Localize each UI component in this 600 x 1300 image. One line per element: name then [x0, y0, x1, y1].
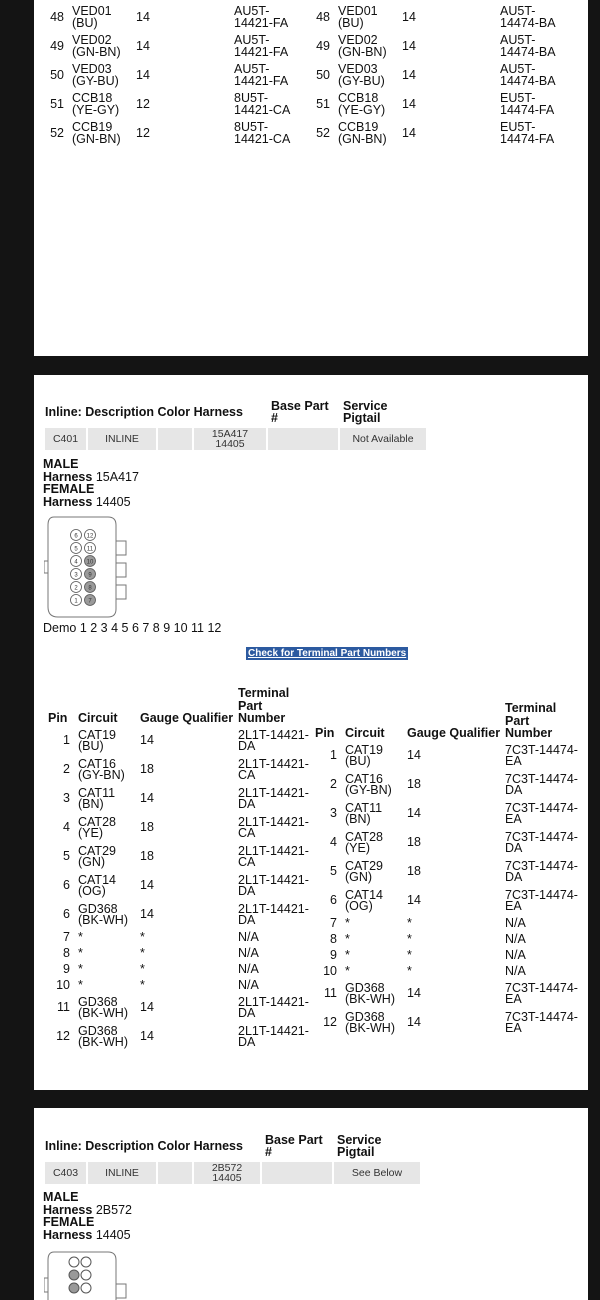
- circuit-name: *: [78, 945, 83, 960]
- terminal-part-number: 2L1T-14421- DA: [238, 872, 309, 898]
- terminal-part-number: 2L1T-14421- DA: [238, 1023, 309, 1049]
- pin-hole: [69, 1270, 79, 1280]
- wire-gauge: 14: [407, 748, 421, 763]
- wire-gauge: 14: [407, 986, 421, 1001]
- table-row: [48, 727, 318, 756]
- wire-gauge: 14: [136, 38, 150, 53]
- connector-panel-c401: [34, 375, 588, 1090]
- check-terminal-part-numbers-button[interactable]: Check for Terminal Part Numbers: [248, 648, 407, 659]
- connector-face-diagram: [44, 1248, 130, 1300]
- wire-gauge: 14: [402, 125, 416, 140]
- circuit-name: CAT29 (GN): [78, 843, 116, 869]
- terminal-part-number: 2L1T-14421- CA: [238, 756, 309, 782]
- wire-gauge: 12: [136, 125, 150, 140]
- pin-hole: [81, 1270, 91, 1280]
- terminal-part-number: N/A: [505, 947, 526, 962]
- pin-number: 12: [323, 1015, 337, 1030]
- circuit-name: CCB18 (YE-GY): [338, 91, 386, 117]
- pin-label: 2: [74, 585, 78, 592]
- pinout-panel-top: [34, 0, 588, 356]
- pin-number: 10: [56, 977, 70, 992]
- table-row: [306, 61, 580, 90]
- table-row: [306, 90, 580, 119]
- wire-gauge: 12: [136, 96, 150, 111]
- circuit-name: CAT28 (YE): [345, 829, 383, 855]
- male-harness-value: 15A417: [95, 469, 139, 484]
- circuit-name: CAT11 (BN): [345, 800, 383, 826]
- wire-gauge: 18: [407, 864, 421, 879]
- wire-gauge: 14: [407, 1015, 421, 1030]
- pin-label: 4: [74, 559, 78, 566]
- pin-table-left: [40, 3, 314, 148]
- pin-label: 10: [86, 559, 94, 566]
- circuit-name: *: [78, 961, 83, 976]
- table-row: [48, 946, 318, 962]
- cell-service-pigtail: See Below: [334, 1162, 420, 1184]
- terminal-part-number: 2L1T-14421- DA: [238, 785, 309, 811]
- cell-connector: C403: [45, 1162, 86, 1184]
- pin-number: 2: [330, 777, 337, 792]
- terminal-part-number: EU5T- 14474-FA: [500, 91, 555, 117]
- pin-label: 8: [88, 585, 92, 592]
- wire-gauge: 18: [140, 820, 154, 835]
- pin-number: 5: [330, 864, 337, 879]
- cell-base-part: [268, 428, 338, 450]
- circuit-name: VED01 (BU): [72, 4, 112, 30]
- pin-hole: [81, 1257, 91, 1267]
- pin-number: 49: [50, 38, 64, 53]
- table-row: [48, 901, 318, 930]
- circuit-name: GD368 (BK-WH): [345, 1009, 395, 1035]
- header-base-part: Base Part #: [265, 1133, 323, 1159]
- pin-label: 1: [74, 598, 78, 605]
- terminal-part-number: 7C3T-14474- EA: [505, 800, 578, 826]
- terminal-part-number: 7C3T-14474- EA: [505, 1009, 578, 1035]
- pin-number: 6: [63, 878, 70, 893]
- table-row: [315, 916, 585, 932]
- pin-table-left-c401: [48, 687, 318, 1052]
- cell-color: [158, 1162, 192, 1184]
- pin-number: 48: [50, 9, 64, 24]
- header-service-pigtail: Service Pigtail: [343, 399, 388, 425]
- terminal-part-number: 2L1T-14421- DA: [238, 901, 309, 927]
- pin-hole: [81, 1283, 91, 1293]
- demo-pin-list: Demo 1 2 3 4 5 6 7 8 9 10 11 12: [43, 621, 222, 635]
- circuit-name: VED03 (GY-BU): [72, 62, 119, 88]
- wire-gauge: 14: [407, 806, 421, 821]
- pin-label: 12: [86, 533, 94, 540]
- table-row: [315, 829, 585, 858]
- table-row: [48, 962, 318, 978]
- table-row: [315, 887, 585, 916]
- cell-description: INLINE: [88, 428, 156, 450]
- table-row: [48, 872, 318, 901]
- terminal-part-number: 2L1T-14421- CA: [238, 843, 309, 869]
- terminal-part-number: N/A: [505, 915, 526, 930]
- wire-gauge: *: [407, 931, 412, 946]
- table-row: [315, 858, 585, 887]
- wire-gauge: 14: [140, 878, 154, 893]
- circuit-name: GD368 (BK-WH): [78, 901, 128, 927]
- circuit-name: CAT28 (YE): [78, 814, 116, 840]
- table-row: [315, 948, 585, 964]
- table-row: [40, 32, 314, 61]
- circuit-name: GD368 (BK-WH): [345, 980, 395, 1006]
- table-row: [48, 978, 318, 994]
- table-row: [48, 756, 318, 785]
- table-row: [306, 32, 580, 61]
- pin-label: 7: [88, 598, 92, 605]
- pin-table-right: [306, 3, 580, 148]
- circuit-name: *: [345, 963, 350, 978]
- circuit-name: VED01 (BU): [338, 4, 378, 30]
- wire-gauge: 14: [140, 733, 154, 748]
- wire-gauge: *: [407, 915, 412, 930]
- circuit-name: CAT16 (GY-BN): [345, 771, 392, 797]
- male-label: MALE: [43, 1190, 79, 1204]
- table-row: [315, 742, 585, 771]
- wire-gauge: *: [140, 961, 145, 976]
- connector-panel-c403: [34, 1108, 588, 1300]
- wire-gauge: 14: [140, 907, 154, 922]
- pin-label: 11: [86, 546, 94, 553]
- circuit-column-header: Circuit: [78, 711, 118, 725]
- wire-gauge: 14: [402, 96, 416, 111]
- pin-hole: [69, 1257, 79, 1267]
- terminal-part-number: 8U5T- 14421-CA: [234, 120, 291, 146]
- circuit-name: CCB19 (GN-BN): [338, 120, 387, 146]
- wire-gauge: 14: [402, 9, 416, 24]
- male-harness-label: Harness: [43, 1202, 93, 1217]
- circuit-name: CAT19 (BU): [345, 742, 383, 768]
- circuit-column-header: Circuit: [345, 726, 385, 740]
- connector-info-row: [45, 428, 428, 450]
- pin-hole: [69, 1283, 79, 1293]
- wire-gauge: *: [407, 947, 412, 962]
- terminal-part-number: 7C3T-14474- DA: [505, 858, 578, 884]
- wire-gauge: 14: [407, 893, 421, 908]
- female-harness-label: Harness: [43, 494, 93, 509]
- terminal-part-number: 7C3T-14474- EA: [505, 742, 578, 768]
- pin-number: 5: [63, 849, 70, 864]
- cell-service-pigtail: Not Available: [340, 428, 426, 450]
- pin-number: 10: [323, 963, 337, 978]
- table-row: [48, 1023, 318, 1052]
- pin-number: 50: [50, 67, 64, 82]
- female-label: FEMALE: [43, 482, 95, 496]
- circuit-name: CAT19 (BU): [78, 727, 116, 753]
- table-row: [315, 800, 585, 829]
- male-female-info: [43, 458, 139, 508]
- female-harness-label: Harness: [43, 1227, 93, 1242]
- male-harness-label: Harness: [43, 469, 93, 484]
- terminal-part-number: 8U5T- 14421-CA: [234, 91, 291, 117]
- terminal-part-number: 7C3T-14474- EA: [505, 980, 578, 1006]
- female-harness-value: 14405: [95, 1227, 131, 1242]
- wire-gauge: 18: [140, 762, 154, 777]
- wire-gauge: 14: [402, 67, 416, 82]
- table-row: [40, 3, 314, 32]
- pin-column-header: Pin: [315, 726, 335, 740]
- table-row: [48, 785, 318, 814]
- header-base-part: Base Part #: [271, 399, 329, 425]
- pin-number: 49: [316, 38, 330, 53]
- terminal-part-number: AU5T- 14474-BA: [500, 4, 556, 30]
- terminal-column-header: Terminal Part Number: [238, 686, 290, 725]
- pin-number: 12: [56, 1029, 70, 1044]
- circuit-name: VED02 (GN-BN): [338, 33, 387, 59]
- circuit-name: CAT11 (BN): [78, 785, 116, 811]
- terminal-part-number: AU5T- 14474-BA: [500, 62, 556, 88]
- pin-number: 7: [330, 915, 337, 930]
- wire-gauge: 14: [136, 9, 150, 24]
- table-row: [40, 119, 314, 148]
- table-row: [40, 61, 314, 90]
- gauge-column-header: Gauge Qualifier: [140, 711, 234, 725]
- pin-table-right-c401: [315, 702, 585, 1038]
- table-row: [315, 1009, 585, 1038]
- female-label: FEMALE: [43, 1215, 95, 1229]
- table-row: [315, 771, 585, 800]
- cell-description: INLINE: [88, 1162, 156, 1184]
- terminal-part-number: AU5T- 14421-FA: [234, 4, 289, 30]
- terminal-part-number: 2L1T-14421- DA: [238, 994, 309, 1020]
- circuit-name: CCB19 (GN-BN): [72, 120, 121, 146]
- circuit-name: GD368 (BK-WH): [78, 1023, 128, 1049]
- pin-number: 11: [57, 1000, 70, 1015]
- circuit-name: *: [345, 947, 350, 962]
- wire-gauge: 18: [407, 777, 421, 792]
- circuit-name: *: [345, 915, 350, 930]
- pin-number: 50: [316, 67, 330, 82]
- pin-number: 2: [63, 762, 70, 777]
- table-row: [315, 932, 585, 948]
- cell-connector: C401: [45, 428, 86, 450]
- terminal-part-number: 7C3T-14474- EA: [505, 887, 578, 913]
- cell-harness: 2B572 14405: [194, 1162, 260, 1184]
- terminal-part-number: N/A: [238, 961, 259, 976]
- pin-number: 4: [63, 820, 70, 835]
- terminal-part-number: 2L1T-14421- DA: [238, 727, 309, 753]
- table-row: [48, 930, 318, 946]
- table-row: [48, 994, 318, 1023]
- terminal-part-number: EU5T- 14474-FA: [500, 120, 555, 146]
- terminal-part-number: 2L1T-14421- CA: [238, 814, 309, 840]
- pin-number: 6: [330, 893, 337, 908]
- table-row: [306, 119, 580, 148]
- circuit-name: *: [345, 931, 350, 946]
- pin-number: 7: [63, 929, 70, 944]
- circuit-name: CAT16 (GY-BN): [78, 756, 125, 782]
- pin-label: 5: [74, 546, 78, 553]
- pin-number: 9: [330, 947, 337, 962]
- wire-gauge: 14: [140, 1000, 154, 1015]
- pin-number: 52: [50, 125, 64, 140]
- circuit-name: VED03 (GY-BU): [338, 62, 385, 88]
- pin-number: 4: [330, 835, 337, 850]
- pin-label: 6: [74, 533, 78, 540]
- terminal-part-number: AU5T- 14474-BA: [500, 33, 556, 59]
- wire-gauge: *: [407, 963, 412, 978]
- table-row: [48, 843, 318, 872]
- pin-number: 8: [330, 931, 337, 946]
- wire-gauge: *: [140, 977, 145, 992]
- pin-label: 3: [74, 572, 78, 579]
- cell-harness: 15A417 14405: [194, 428, 266, 450]
- pin-number: 6: [63, 907, 70, 922]
- wire-gauge: 14: [136, 67, 150, 82]
- male-label: MALE: [43, 457, 79, 471]
- circuit-name: GD368 (BK-WH): [78, 994, 128, 1020]
- pin-number: 48: [316, 9, 330, 24]
- wire-gauge: 18: [140, 849, 154, 864]
- connector-face-diagram: [44, 513, 130, 621]
- pin-number: 52: [316, 125, 330, 140]
- cell-base-part: [262, 1162, 332, 1184]
- terminal-column-header: Terminal Part Number: [505, 701, 557, 740]
- terminal-part-number: N/A: [505, 931, 526, 946]
- connector-info-row: [45, 1162, 422, 1184]
- circuit-name: CAT14 (OG): [345, 887, 383, 913]
- cell-color: [158, 428, 192, 450]
- pin-number: 1: [63, 733, 70, 748]
- table-row: [40, 90, 314, 119]
- wire-gauge: 14: [140, 791, 154, 806]
- header-service-pigtail: Service Pigtail: [337, 1133, 382, 1159]
- circuit-name: CCB18 (YE-GY): [72, 91, 120, 117]
- male-female-info: [43, 1191, 132, 1241]
- header-inline-description: Inline: Description Color Harness: [45, 1139, 243, 1153]
- terminal-part-number: N/A: [238, 929, 259, 944]
- male-harness-value: 2B572: [95, 1202, 132, 1217]
- table-row: [48, 814, 318, 843]
- terminal-part-number: N/A: [238, 945, 259, 960]
- terminal-part-number: N/A: [505, 963, 526, 978]
- pin-column-header: Pin: [48, 711, 68, 725]
- wire-gauge: *: [140, 945, 145, 960]
- pin-number: 51: [50, 96, 64, 111]
- pin-number: 1: [330, 748, 337, 763]
- pin-number: 3: [330, 806, 337, 821]
- wire-gauge: 14: [402, 38, 416, 53]
- terminal-part-number: 7C3T-14474- DA: [505, 829, 578, 855]
- table-row: [315, 964, 585, 980]
- terminal-part-number: AU5T- 14421-FA: [234, 62, 289, 88]
- pin-number: 3: [63, 791, 70, 806]
- female-harness-value: 14405: [95, 494, 131, 509]
- gauge-column-header: Gauge Qualifier: [407, 726, 501, 740]
- pin-number: 9: [63, 961, 70, 976]
- circuit-name: CAT29 (GN): [345, 858, 383, 884]
- circuit-name: CAT14 (OG): [78, 872, 116, 898]
- pin-number: 11: [324, 986, 337, 1001]
- table-row: [306, 3, 580, 32]
- wire-gauge: 14: [140, 1029, 154, 1044]
- header-inline-description: Inline: Description Color Harness: [45, 405, 243, 419]
- terminal-part-number: AU5T- 14421-FA: [234, 33, 289, 59]
- wire-gauge: 18: [407, 835, 421, 850]
- circuit-name: *: [78, 977, 83, 992]
- terminal-part-number: 7C3T-14474- DA: [505, 771, 578, 797]
- wire-gauge: *: [140, 929, 145, 944]
- table-row: [315, 980, 585, 1009]
- pin-label: 9: [88, 572, 92, 579]
- circuit-name: VED02 (GN-BN): [72, 33, 121, 59]
- pin-number: 51: [316, 96, 330, 111]
- terminal-part-number: N/A: [238, 977, 259, 992]
- circuit-name: *: [78, 929, 83, 944]
- pin-number: 8: [63, 945, 70, 960]
